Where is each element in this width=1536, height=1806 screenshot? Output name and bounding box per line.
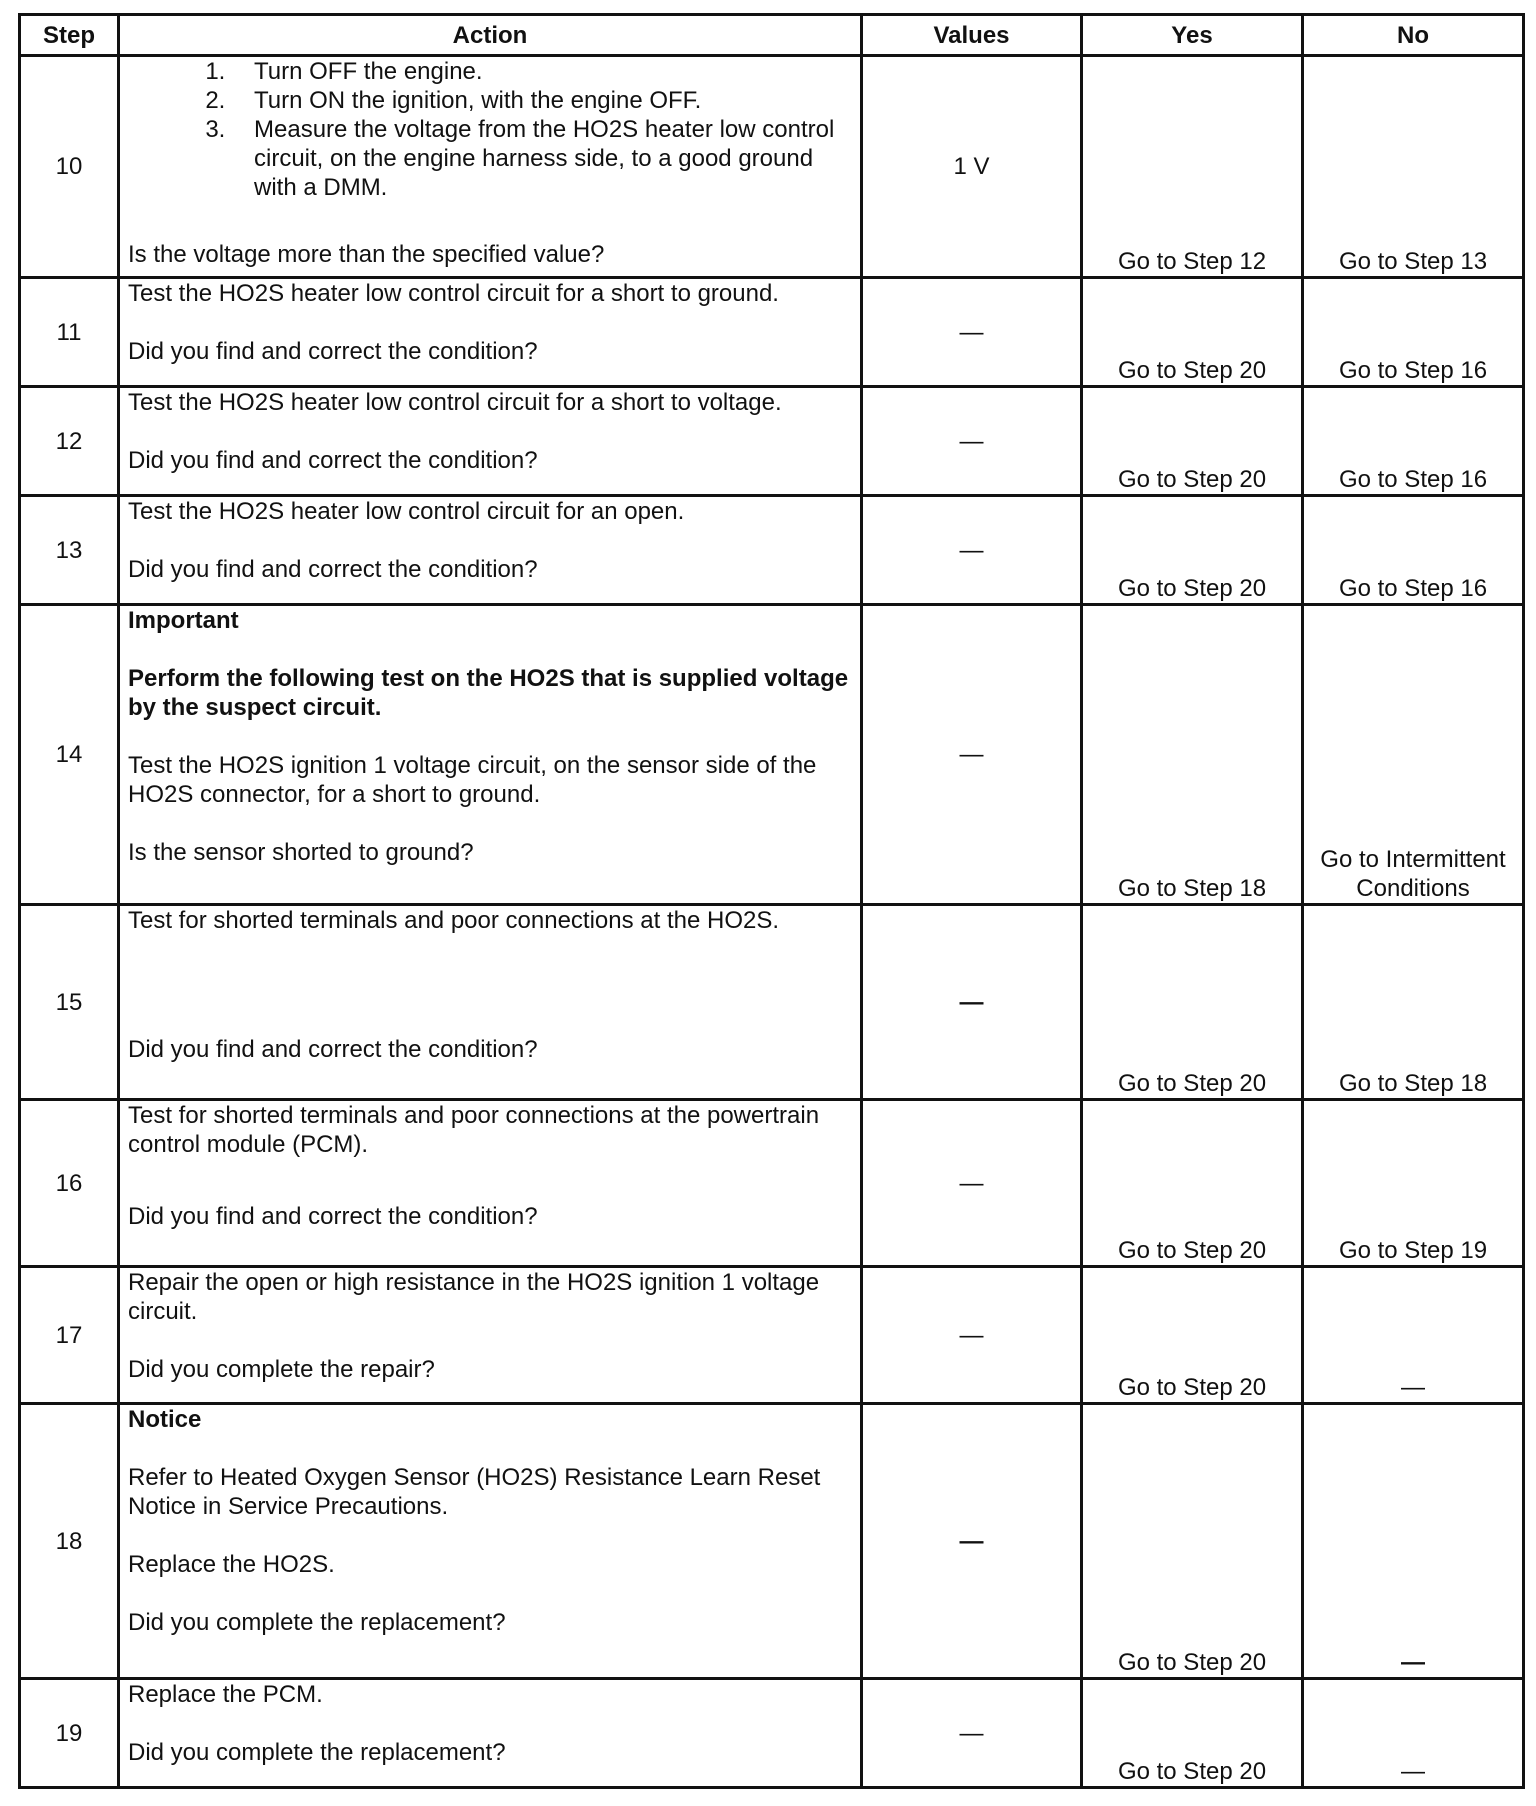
yes-cell: Go to Step 20 (1082, 905, 1303, 1100)
header-values: Values (862, 15, 1082, 56)
value-cell: — (862, 387, 1082, 496)
step-number: 17 (20, 1267, 119, 1404)
value-cell: — (862, 278, 1082, 387)
action-question: Did you find and correct the condition? (128, 447, 538, 474)
table-row (20, 1267, 1524, 1404)
no-cell: Go to Step 16 (1303, 387, 1524, 496)
action-text: Test the HO2S heater low control circuit for an open. (128, 498, 685, 525)
step-number: 15 (20, 905, 119, 1100)
action-question: Did you find and correct the condition? (128, 1203, 538, 1230)
yes-cell: Go to Step 20 (1082, 1404, 1303, 1679)
no-cell: — (1303, 1267, 1524, 1404)
header-no: No (1303, 15, 1524, 56)
step-number: 18 (20, 1404, 119, 1679)
yes-cell: Go to Step 18 (1082, 605, 1303, 905)
diagnostic-table (18, 13, 1525, 1789)
no-cell: Go to Step 13 (1303, 56, 1524, 278)
table-row (20, 56, 1524, 278)
action-question: Did you complete the replacement? (128, 1609, 506, 1636)
table-row (20, 605, 1524, 905)
table-row (20, 496, 1524, 605)
action-text: Test the HO2S heater low control circuit for a short to voltage. (128, 389, 782, 416)
no-cell: Go to Step 18 (1303, 905, 1524, 1100)
yes-cell: Go to Step 20 (1082, 1100, 1303, 1267)
no-cell: Go to Step 16 (1303, 278, 1524, 387)
value-cell: 1 V (862, 56, 1082, 278)
action-cell (119, 1100, 862, 1267)
table-row (20, 1404, 1524, 1679)
no-cell: Go to Step 19 (1303, 1100, 1524, 1267)
action-text: Test the HO2S ignition 1 voltage circuit, on the sensor side of the HO2S connector, for a short to ground. (128, 752, 817, 808)
action-question: Did you complete the replacement? (128, 1739, 506, 1766)
value-cell: — (862, 496, 1082, 605)
header-row (20, 15, 1524, 56)
action-cell (119, 278, 862, 387)
action-cell (119, 56, 862, 278)
important-text: Perform the following test on the HO2S that is supplied voltage by the suspect circuit. (128, 665, 849, 721)
table-row (20, 387, 1524, 496)
action-text: Repair the open or high resistance in the HO2S ignition 1 voltage circuit. (128, 1269, 820, 1325)
action-cell (119, 1267, 862, 1404)
action-question: Did you find and correct the condition? (128, 1036, 538, 1063)
important-heading: Important (128, 607, 239, 634)
action-text: Test for shorted terminals and poor connections at the HO2S. (128, 907, 780, 934)
step-number: 14 (20, 605, 119, 905)
step-number: 10 (20, 56, 119, 278)
no-link-text: Go to Intermittent Conditions (1320, 846, 1506, 902)
yes-cell: Go to Step 20 (1082, 1679, 1303, 1788)
value-cell: — (862, 1404, 1082, 1679)
table-row (20, 905, 1524, 1100)
list-item: 2. Turn ON the ignition, with the engine OFF. (232, 86, 852, 115)
action-cell (119, 387, 862, 496)
action-cell (119, 496, 862, 605)
step-number: 12 (20, 387, 119, 496)
step-number: 13 (20, 496, 119, 605)
action-steps-list (128, 57, 852, 202)
notice-text: Refer to Heated Oxygen Sensor (HO2S) Resistance Learn Reset Notice in Service Precautions. (128, 1464, 821, 1520)
action-question: Did you complete the repair? (128, 1356, 435, 1383)
no-cell: — (1303, 1679, 1524, 1788)
value-cell: — (862, 905, 1082, 1100)
action-text: Replace the HO2S. (128, 1551, 335, 1578)
table-row (20, 1679, 1524, 1788)
yes-cell: Go to Step 20 (1082, 496, 1303, 605)
no-cell: — (1303, 1404, 1524, 1679)
action-question: Is the sensor shorted to ground? (128, 839, 474, 866)
action-text: Replace the PCM. (128, 1681, 323, 1708)
no-cell (1303, 605, 1524, 905)
action-cell (119, 605, 862, 905)
action-text: Test the HO2S heater low control circuit for a short to ground. (128, 280, 779, 307)
notice-heading: Notice (128, 1406, 202, 1433)
yes-cell: Go to Step 20 (1082, 387, 1303, 496)
action-cell (119, 1404, 862, 1679)
action-question: Is the voltage more than the specified value? (128, 241, 605, 268)
yes-cell: Go to Step 20 (1082, 278, 1303, 387)
table-row (20, 278, 1524, 387)
value-cell: — (862, 1100, 1082, 1267)
step-number: 11 (20, 278, 119, 387)
action-text: Test for shorted terminals and poor connections at the powertrain control module (PCM). (128, 1102, 820, 1158)
header-action: Action (119, 15, 862, 56)
header-yes: Yes (1082, 15, 1303, 56)
list-item: 1. Turn OFF the engine. (232, 57, 852, 86)
action-cell (119, 905, 862, 1100)
yes-cell: Go to Step 12 (1082, 56, 1303, 278)
yes-cell: Go to Step 20 (1082, 1267, 1303, 1404)
header-step: Step (20, 15, 119, 56)
action-question: Did you find and correct the condition? (128, 556, 538, 583)
value-cell: — (862, 605, 1082, 905)
value-cell: — (862, 1679, 1082, 1788)
step-number: 19 (20, 1679, 119, 1788)
step-number: 16 (20, 1100, 119, 1267)
value-cell: — (862, 1267, 1082, 1404)
list-item: 3. Measure the voltage from the HO2S heater low control circuit, on the engine harness side, to a good ground with a DMM. (232, 115, 852, 202)
action-question: Did you find and correct the condition? (128, 338, 538, 365)
no-cell: Go to Step 16 (1303, 496, 1524, 605)
action-cell (119, 1679, 862, 1788)
table-row (20, 1100, 1524, 1267)
